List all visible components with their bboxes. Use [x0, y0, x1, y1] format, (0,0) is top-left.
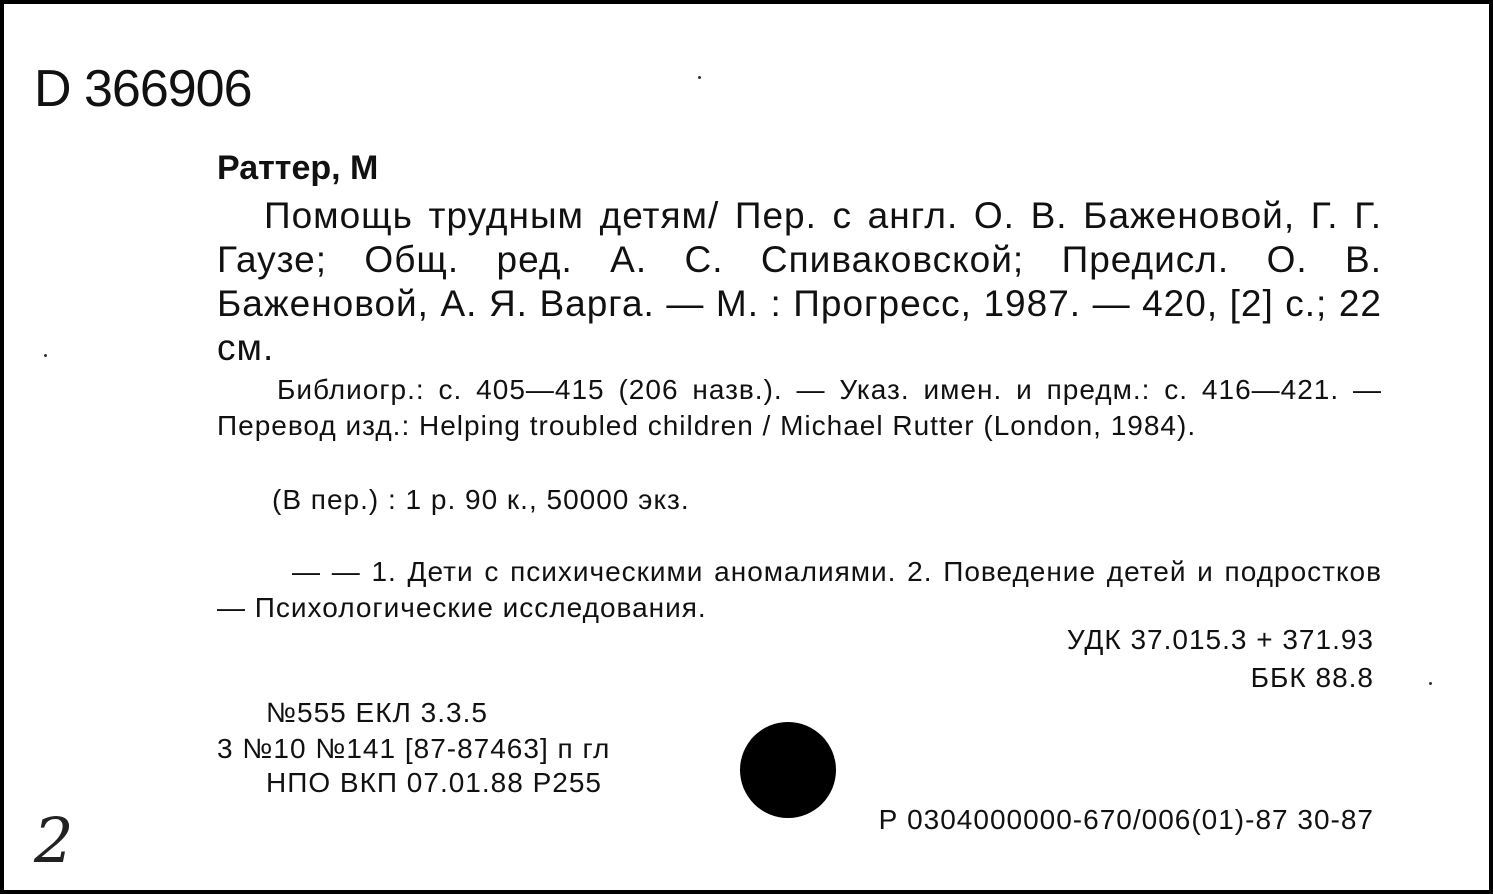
dust-speck	[1429, 682, 1432, 685]
subject-headings: — — 1. Дети с психическими аномалиями. 2. Поведение детей и подростков — Психологические исследования.	[217, 556, 1382, 623]
title-description: Помощь трудным детям/ Пер. с англ. О. В. Баженовой, Г. Г. Гаузе; Общ. ред. А. С. Спиваковской; Предисл. О. В. Баженовой, А. Я. Варга. — М. : Прогресс, 1987. — 420, [2] с.; 22 см.	[217, 195, 1382, 368]
dust-speck	[698, 76, 701, 79]
catalog-code: D 366906	[34, 60, 252, 118]
bbk-code: ББК 88.8	[1250, 662, 1374, 693]
catalog-line-2: 3 №10 №141 [87-87463] п гл	[217, 733, 611, 764]
price-note: (В пер.) : 1 р. 90 к., 50000 экз.	[272, 484, 690, 515]
publication-code: Р 0304000000-670/006(01)-87 30-87	[878, 804, 1374, 835]
dust-speck	[44, 354, 47, 357]
handwritten-mark: 2	[34, 804, 74, 877]
bibliography-note: Библиогр.: с. 405—415 (206 назв.). — Указ. имен. и предм.: с. 416—421. — Перевод изд.: Helping troubled children / Michael Rutter (London, 1984).	[217, 374, 1382, 441]
catalog-line-3: НПО ВКП 07.01.88 Р255	[266, 767, 602, 798]
punch-hole	[740, 722, 836, 818]
catalog-line-1: №555 ЕКЛ 3.3.5	[266, 697, 488, 728]
udk-code: УДК 37.015.3 + 371.93	[1066, 624, 1374, 655]
author-name: Раттер, М	[217, 149, 379, 187]
